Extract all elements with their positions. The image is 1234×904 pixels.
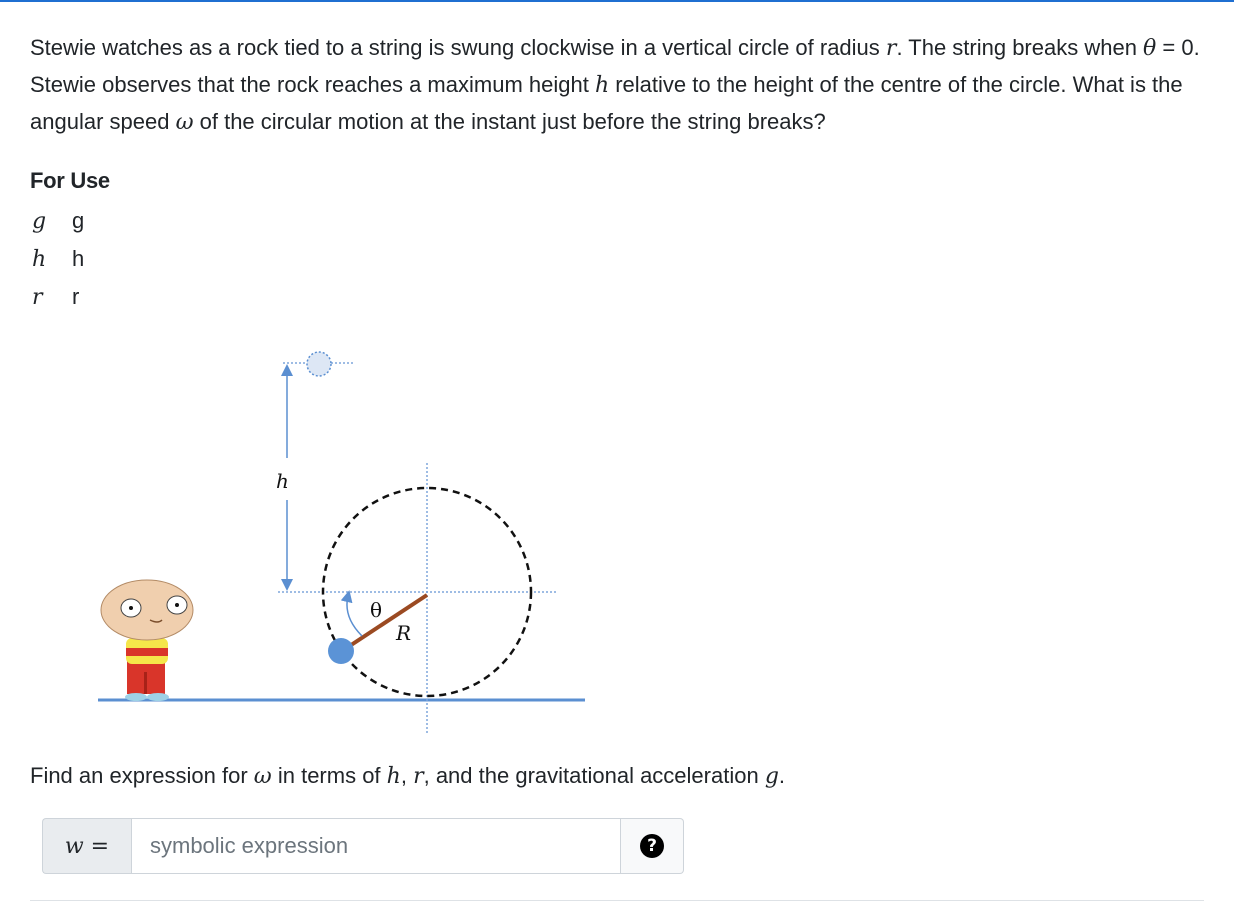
string [342, 595, 427, 651]
variable-table-header: For Use [30, 168, 110, 193]
question-part: . The string breaks when [896, 35, 1144, 60]
question-part: relative to the height of the centre of the circle. What is the angular speed [30, 72, 1183, 134]
answer-input[interactable] [131, 818, 621, 874]
instruction-part: , [400, 763, 414, 788]
instruction-part: , and the gravitational acceleration [423, 763, 765, 788]
question-part: Stewie watches as a rock tied to a string is swung clockwise in a vertical circle of radius [30, 35, 886, 60]
angle-arc [347, 596, 362, 636]
variable-name: r [72, 284, 80, 309]
question-part: of the circular motion at the instant just before the string breaks? [193, 109, 826, 134]
help-button[interactable] [621, 818, 684, 874]
radius-label: R [396, 621, 412, 645]
instruction-part: in terms of [271, 763, 387, 788]
math-var-g: g [764, 764, 779, 789]
math-var-theta: θ [1143, 36, 1157, 61]
math-var-h: h [594, 73, 610, 98]
answer-input-group [42, 818, 684, 874]
height-label: h [276, 469, 289, 493]
variable-symbol: r [32, 284, 43, 310]
question-part: = 0. Stewie observes that the rock reaches a maximum height [30, 35, 1200, 97]
math-var-omega: ω [175, 110, 194, 135]
math-var-r: r [885, 36, 897, 61]
instruction-part: Find an expression for [30, 763, 254, 788]
math-var-r: r [413, 764, 424, 789]
variable-symbol: g [32, 208, 47, 234]
variable-name: g [72, 208, 85, 233]
help-icon[interactable]: ? [640, 834, 664, 858]
stewie-character [101, 580, 193, 701]
theta-label: θ [370, 598, 383, 622]
rock-at-max-height [307, 352, 331, 376]
instruction-text [30, 758, 785, 795]
bottom-divider [30, 900, 1204, 901]
math-var-h: h [386, 764, 401, 789]
answer-label: w = [42, 818, 131, 874]
variable-name: h [72, 246, 85, 271]
instruction-part: . [778, 763, 786, 788]
math-var-omega: ω [253, 764, 272, 789]
rock [328, 638, 354, 664]
variable-symbol: h [32, 246, 47, 272]
